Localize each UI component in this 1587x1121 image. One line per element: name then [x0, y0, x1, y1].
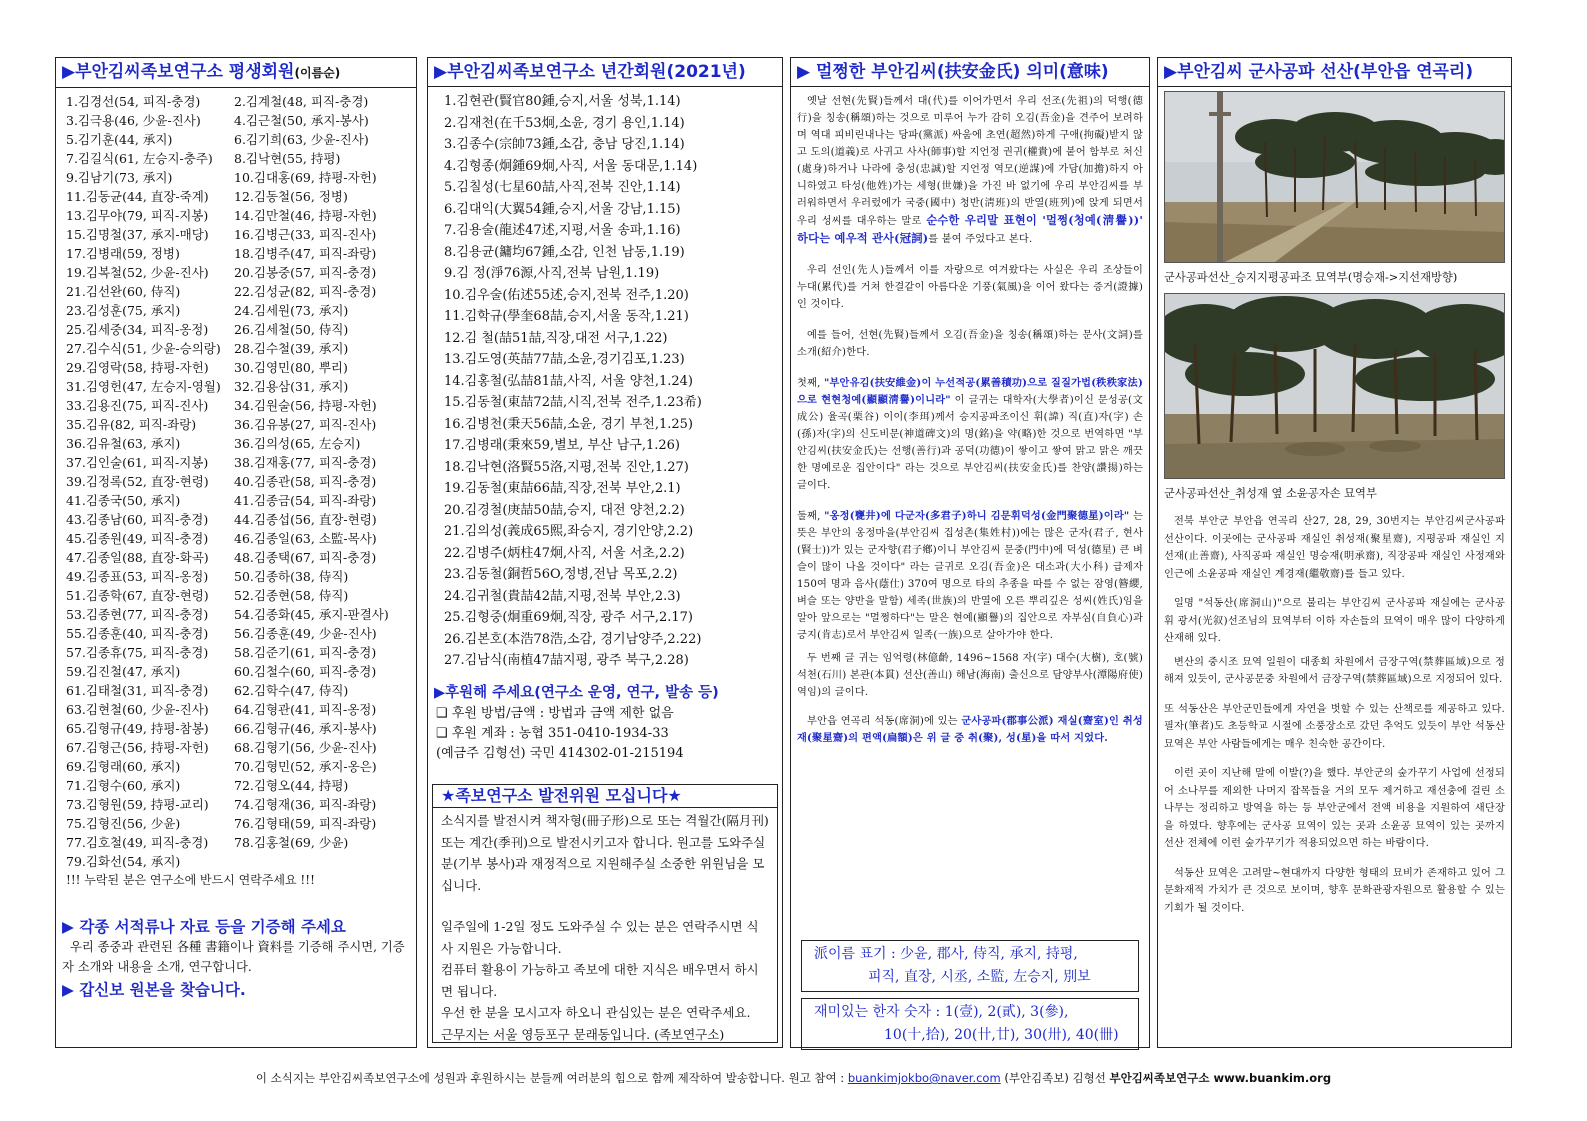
- support-heading: ▶후원해 주세요(연구소 운영, 연구, 발송 등): [434, 684, 719, 701]
- p1-end: 를 붙여 주었다고 본다.: [928, 234, 1033, 245]
- lifetime-member: 78.김홍철(69, 少윤): [234, 835, 349, 850]
- ancestral-mountain-column: [1157, 57, 1512, 1048]
- recruit-paragraph: 일주일에 1-2일 정도 도와주실 수 있는 분은 연락주시면 식사 지원은 가능합니다.: [441, 919, 759, 956]
- meaning-column: [790, 57, 1150, 1048]
- branch-names-line-1: [814, 943, 1126, 966]
- annual-member: 3.김종수(宗帥73鍾,소감, 충남 당진,1.14): [444, 137, 685, 152]
- lifetime-member: 13.김무야(79, 피직-지봉): [66, 208, 209, 223]
- meaning-paragraph-5: [797, 508, 1143, 644]
- lifetime-member: 31.김영헌(47, 左승지-영월): [66, 379, 221, 394]
- meaning-paragraph-4: [797, 375, 1143, 494]
- lifetime-member: 34.김원술(56, 持평-자헌): [234, 398, 377, 413]
- lifetime-member: 16.김병근(33, 피직-진사): [234, 227, 377, 242]
- annual-member: 9.김 정(淨76源,사직,전북 남원,1.19): [444, 266, 660, 281]
- lifetime-members-column: [55, 57, 417, 1048]
- lifetime-member: 59.김진철(47, 承지): [66, 664, 181, 679]
- lifetime-member: 4.김근철(50, 承지-봉사): [234, 113, 369, 128]
- lifetime-member: 64.김형관(41, 피직-옹정): [234, 702, 377, 717]
- footer-org: 부안김씨족보연구소 www.buankim.org: [1109, 1071, 1332, 1085]
- annual-member: 11.김학규(學奎68喆,승지,서울 동작,1.21): [444, 309, 689, 324]
- lifetime-member: 39.김정록(52, 直장-현령): [66, 474, 209, 489]
- lifetime-member: 60.김철수(60, 피직-충경): [234, 664, 377, 679]
- recruit-paragraph: 우선 한 분을 모시고자 하오니 관심있는 분은 연락주세요.: [441, 1005, 751, 1020]
- lifetime-member: 55.김종훈(40, 피직-충경): [66, 626, 209, 641]
- annual-member: 25.김형중(炯重69炯,직장, 광주 서구,2.17): [444, 610, 693, 625]
- annual-member: 15.김동철(東喆72喆,시직,전북 전주,1.23希): [444, 395, 702, 410]
- lifetime-member: 73.김형원(59, 持평-교리): [66, 797, 209, 812]
- lifetime-member: 57.김종휴(75, 피직-충경): [66, 645, 209, 660]
- meaning-paragraph-3: 예를 들어, 선현(先賢)들께서 오김(吾金)을 칭송(稱頌)하는 문사(文詞)를 소개(紹介)한다.: [797, 330, 1143, 358]
- lifetime-member: 12.김동철(56, 정병): [234, 189, 348, 204]
- lifetime-member: 52.김종현(58, 侍직): [234, 588, 349, 603]
- footer-email-link[interactable]: buankimjokbo@naver.com: [847, 1071, 1001, 1085]
- lifetime-member: 53.김종현(77, 피직-충경): [66, 607, 209, 622]
- mountain-paragraph-1: 전북 부안군 부안읍 연곡리 산27, 28, 29, 30번지는 부안김씨군사공파 선산이다. 이곳에는 군사공파 재실인 취성재(聚星齋), 지평공파 재실인 지선재(止善齋), 사직공파 재실인 명승재(明承齋), 직장공파 재실인 사정재와 인근에 소윤공파 재실인 계경재(繼敬齋)를 들고 있다.: [1164, 516, 1505, 580]
- missing-member-notice: !!! 누락된 분은 연구소에 반드시 연락주세요 !!!: [66, 873, 315, 887]
- annual-member: 6.김대익(大翼54鍾,승지,서울 강남,1.15): [444, 201, 681, 217]
- hanja-numbers-a: 1(壹), 2(貳), 3(參),: [944, 1004, 1069, 1020]
- pine-forest-image-1: [1165, 92, 1505, 262]
- mountain-paragraph-4: 또 석동산은 부안군민들에게 자연을 벗할 수 있는 산책로를 제공하고 있다. 필자(筆者)도 초등학교 시절에 소풍장소로 갔던 추억도 있듯이 부안 석동산 묘역은 부안 사람들에게는 매우 친숙한 공간이다.: [1164, 703, 1505, 750]
- lifetime-member: 3.김극용(46, 少윤-진사): [66, 113, 201, 128]
- recruit-title: ★족보연구소 발전위원 모십니다★: [433, 785, 777, 808]
- support-line: ❑ 후원 방법/금액 : 방법과 금액 제한 없음: [436, 705, 674, 721]
- lifetime-member: 43.김종남(60, 피직-충경): [66, 512, 209, 527]
- lifetime-member: 70.김형민(52, 承지-옹은): [234, 759, 377, 774]
- lifetime-member: 33.김용진(75, 피직-진사): [66, 398, 209, 413]
- p4-lead: 첫째,: [797, 378, 824, 389]
- branch-names-a: 少윤, 郡사, 侍직, 承지, 持평,: [900, 946, 1078, 962]
- lifetime-member: 17.김병래(59, 정병): [66, 246, 180, 261]
- annual-member: 26.김본호(本浩78浩,소감, 경기남양주,2.22): [444, 631, 702, 647]
- lifetime-member: 30.김영민(80, 뿌리): [234, 360, 348, 375]
- p5-lead: 둘째,: [797, 511, 825, 522]
- annual-member: 1.김현관(賢官80鍾,승지,서울 성북,1.14): [444, 94, 681, 109]
- hanja-numbers-box: [801, 998, 1139, 1050]
- recruit-paragraph: 근무지는 서울 영등포구 문래동입니다. (족보연구소): [441, 1026, 725, 1042]
- lifetime-member: 71.김형수(60, 承지): [66, 778, 181, 793]
- meaning-paragraph-7: [797, 713, 1143, 747]
- lifetime-member: 38.김재홍(77, 피직-충경): [234, 455, 377, 470]
- mountain-paragraph-5: 이런 곳이 지난해 말에 이발(?)을 했다. 부안군의 숲가꾸기 사업에 선정되어 소나무를 제외한 나머지 잡목들을 거의 모두 제거하고 재선충에 걸린 소나무는 정리하고 방역을 하는 등 부안군에서 전액 비용을 지원하여 새단장을 하였다. 향후에는 군사공 묘역이 있는 곳과 소윤공 묘역이 있는 곳까지 선산 전체에 이런 숲가꾸기가 적용되었으면 하는 바람이다.: [1164, 768, 1505, 849]
- annual-members-column: [427, 57, 783, 1048]
- hanja-numbers-line-2: 10(十,拾), 20(卄,廿), 30(卅), 40(卌): [884, 1027, 1119, 1043]
- lifetime-member: 1.김경선(54, 피직-충경): [66, 94, 201, 109]
- lifetime-member: 58.김준기(61, 피직-충경): [234, 645, 377, 660]
- annual-member: 10.김우술(佑述55述,승지,전북 전주,1.20): [444, 287, 689, 303]
- annual-members-title: ▶부안김씨족보연구소 년간회원(2021년): [428, 58, 782, 87]
- lifetime-member: 51.김종학(67, 直장-현령): [66, 588, 209, 603]
- lifetime-member: 6.김기희(63, 少윤-진사): [234, 132, 369, 147]
- annual-member: 5.김칠성(七星60喆,사직,전북 진안,1.14): [444, 180, 681, 195]
- recruit-body: [433, 808, 777, 1047]
- lifetime-member: 25.김세중(34, 피직-옹정): [66, 322, 209, 337]
- hanja-numbers-label: 재미있는 한자 숫자 :: [814, 1004, 941, 1020]
- lifetime-title-note: (이름순): [294, 66, 341, 80]
- p5-quote: "옹정(甕井)에 다군자(多君子)하니 김문휘덕성(金門聚德星)이라": [824, 510, 1130, 522]
- annual-member: 13.김도영(英喆77喆,소윤,경기김포,1.23): [444, 352, 685, 367]
- lifetime-title-text: ▶부안김씨족보연구소 평생회원: [62, 62, 295, 82]
- lifetime-member: 56.김종훈(49, 少윤-진사): [234, 626, 377, 641]
- donate-text: 우리 종중과 관련된 各種 書籍이나 資料를 기증해 주시면, 기증자 소개와 내용을 소개, 연구합니다.: [62, 940, 405, 974]
- lifetime-member: 54.김종화(45, 承지-판결사): [234, 607, 389, 622]
- lifetime-member: 36.김의성(65, 左승지): [234, 436, 361, 451]
- lifetime-member: 9.김남기(73, 承지): [66, 170, 173, 185]
- lifetime-member: 65.김형규(49, 持평-참봉): [66, 721, 209, 736]
- lifetime-member: 46.김종일(63, 소監-목사): [234, 531, 377, 546]
- p4-text: 이 글귀는 대학자(大學者)이신 문성공(文成公) 율곡(栗谷) 이이(李珥)께서 승지공파조이신 휘(諱) 직(直)자(字) 손(孫)자(字)의 신도비문(神道碑文)의 명(銘)을 약(略)한 것으로 번역하면 "부안김씨(扶安金氏)는 선행(善行)과 공덕(功德)이 쌓이고 쌓여 맑고 맑은 깨끗한 명예로운 집안이다" 라는 것으로 부안김씨(扶安金氏)를 찬양(讚揚)하는 글이다.: [797, 395, 1143, 491]
- lifetime-member: 75.김형진(56, 少윤): [66, 816, 181, 831]
- support-info: [436, 704, 776, 764]
- lifetime-member: 18.김병주(47, 피직-좌랑): [234, 246, 377, 261]
- annual-member: 12.김 철(喆51喆,직장,대전 서구,1.22): [444, 330, 668, 346]
- lifetime-member: 40.김종관(58, 피직-충경): [234, 474, 377, 489]
- lifetime-member: 19.김복철(52, 少윤-진사): [66, 265, 209, 280]
- lifetime-member: 20.김봉중(57, 피직-충경): [234, 265, 377, 280]
- lifetime-member: 79.김화선(54, 承지): [66, 854, 181, 869]
- lifetime-member: 10.김대홍(69, 持평-자헌): [234, 170, 377, 185]
- lifetime-member: 7.김길식(61, 左승지-충주): [66, 151, 213, 166]
- annual-member: 8.김용균(鏞均67鍾,소감, 인천 남동,1.19): [444, 244, 685, 260]
- annual-member: 27.김남식(南植47喆지평, 광주 북구,2.28): [444, 653, 689, 668]
- lifetime-member: 48.김종택(67, 피직-충경): [234, 550, 377, 565]
- recruit-paragraph: 컴퓨터 활용이 가능하고 족보에 대한 지식은 배우면서 하시면 됩니다.: [441, 962, 759, 999]
- lifetime-member: 66.김형규(46, 承지-봉사): [234, 721, 377, 736]
- lifetime-member: 72.김형오(44, 持평): [234, 778, 349, 793]
- lifetime-member: 28.김수철(39, 承지): [234, 341, 349, 356]
- lifetime-member: [234, 852, 414, 871]
- recruit-paragraph: 소식지를 발전시켜 책자형(冊子形)으로 또는 격월간(隔月刊) 또는 계간(季刊)으로 발전시키고자 합니다. 원고를 도와주실 분(기부 봉사)과 재정적으로 지원해주실 소중한 위원님을 모십니다.: [441, 813, 769, 893]
- lifetime-member: 61.김태철(31, 피직-충경): [66, 683, 209, 698]
- lifetime-member: 32.김용삼(31, 承지): [234, 379, 349, 394]
- lifetime-member: 44.김종섭(56, 直장-현령): [234, 512, 377, 527]
- lifetime-member: 21.김선완(60, 侍직): [66, 284, 181, 299]
- lifetime-member: 74.김형재(36, 피직-좌랑): [234, 797, 377, 812]
- p1-highlight: 순수한 우리말 표현이 '멀쩡(청예(淸譽))' 하다는 예우적 관사(冠詞): [797, 213, 1143, 245]
- gapsin-heading: ▶ 갑신보 원본을 찾습니다.: [62, 981, 246, 999]
- lifetime-member: 76.김형태(59, 피직-좌랑): [234, 816, 377, 831]
- annual-member: 21.김의성(義成65熙,좌승지, 경기안양,2.2): [444, 524, 694, 539]
- annual-member: 4.김형종(炯鍾69炯,사직, 서울 동대문,1.14): [444, 158, 698, 174]
- lifetime-member: 27.김수식(51, 少윤-승의랑): [66, 341, 221, 356]
- lifetime-member: 29.김영락(58, 持평-자헌): [66, 360, 209, 375]
- lifetime-member: 37.김인술(61, 피직-지봉): [66, 455, 209, 470]
- lifetime-member: 67.김형근(56, 持평-자헌): [66, 740, 209, 755]
- p1-text: 옛날 선현(先賢)들께서 대(代)를 이어가면서 우리 선조(先祖)의 덕행(德行)을 칭송(稱頌)하는 것으로 미루어 누가 감히 오김(吾金)을 견주어 보려하며 역대 피비린내나는 당파(黨派) 싸움에 초연(超然)하게 구애(拘礙)받지 않고 도의(道義)로 사귀고 사사(師事)할 지언정 권귀(權貴)에 붙어 함부로 처신(處身)하거나 나라에 충성(忠誠)할 지언정 역모(逆謀)에 가담(加擔)하지 아니하였고 타성(他姓)가는 세형(世嫌)을 가진 바 없기에 우리 부안김씨를 부러워하면서 우러렀에가 국중(國中) 청반(淸班)의 반열(班列)에 앉게 되면서 우리 성씨를 대우하는 말로: [797, 96, 1143, 227]
- meaning-paragraph-6: 두 번째 글 귀는 임억령(林億齡, 1496~1568 자(字) 대수(大樹), 호(號) 석천(石川) 본관(本貫) 선산(善山) 해남(海南) 출신으로 담양부사(潭陽府使) 역임)의 글이다.: [797, 653, 1143, 698]
- mountain-paragraph-6: 석동산 묘역은 고려말~현대까지 다양한 형태의 묘비가 존재하고 있어 그 문화재적 가치가 큰 것으로 보이며, 향후 문화관광자원으로 활용할 수 있는 기회가 될 것이다.: [1164, 867, 1505, 914]
- photo-caption-1: 군사공파선산_승지지평공파조 묘역부(명승재->지선재방향): [1164, 271, 1458, 284]
- support-line: ❑ 후원 계좌 : 농협 351-0410-1934-33: [436, 725, 669, 741]
- lifetime-members-list: [66, 92, 410, 871]
- recruit-box: [432, 784, 778, 1043]
- lifetime-member: 35.김유(82, 피직-좌랑): [66, 417, 197, 432]
- lifetime-member: 26.김세철(50, 侍직): [234, 322, 349, 337]
- footer: [0, 1070, 1587, 1086]
- annual-member: 14.김홍철(弘喆81喆,사직, 서울 양천,1.24): [444, 373, 693, 389]
- mountain-paragraph-3: 변산의 중시조 묘역 일원이 대종회 차원에서 금장구역(禁葬區域)으로 정해져 있듯이, 군사공문중 차원에서 금장구역(禁葬區域)으로 지정되어 있다.: [1164, 656, 1505, 685]
- annual-member: 17.김병래(秉來59,별보, 부산 남구,1.26): [444, 438, 680, 453]
- lifetime-member: 63.김현철(60, 少윤-진사): [66, 702, 209, 717]
- lifetime-member: 69.김형래(60, 承지): [66, 759, 181, 774]
- branch-names-label: 派이름 표기 :: [814, 946, 896, 962]
- pine-forest-photo-2: [1164, 293, 1505, 479]
- lifetime-member: 24.김세원(73, 承지): [234, 303, 349, 318]
- annual-member: 7.김용술(龍述47述,지평,서울 송파,1.16): [444, 223, 681, 238]
- lifetime-member: 41.김종국(50, 承지): [66, 493, 181, 508]
- annual-member: 23.김동철(銅哲56O,정병,전남 목포,2.2): [444, 567, 678, 582]
- annual-member: 24.김귀철(貴喆42喆,지평,전북 부안,2.3): [444, 588, 681, 604]
- lifetime-member: 77.김호철(49, 피직-충경): [66, 835, 209, 850]
- annual-member: 2.김재천(在千53炯,소윤, 경기 용인,1.14): [444, 115, 685, 131]
- lifetime-member: 41.김종금(54, 피직-좌랑): [234, 493, 377, 508]
- mountain-paragraph-2: 일명 "석동산(席洞山)"으로 불리는 부안김씨 군사공파 재실에는 군사공 휘 광서(光叙)선조님의 묘역부터 이하 자손들의 묘역이 매우 많이 다양하게 산재해 있다.: [1164, 598, 1505, 644]
- lifetime-member: 8.김낙현(55, 持평): [234, 151, 341, 166]
- annual-member: 19.김동철(東喆66喆,직장,전북 부안,2.1): [444, 481, 681, 496]
- p7-highlight: 군사공파(郡事公派) 재실(齋室)인 취성재(聚星齋)의 편액(扁額)은 위 글 중 취(聚), 성(星)을 따서 지었다.: [797, 715, 1143, 744]
- ancestral-mountain-title: ▶부안김씨 군사공파 선산(부안읍 연곡리): [1158, 58, 1511, 87]
- lifetime-member: 22.김성균(82, 피직-충경): [234, 284, 377, 299]
- p7-text: 부안읍 연곡리 석동(席洞)에 있는: [807, 716, 962, 727]
- lifetime-member: 62.김학수(47, 侍직): [234, 683, 349, 698]
- lifetime-members-title: [56, 58, 416, 88]
- lifetime-member: 49.김종표(53, 피직-옹정): [66, 569, 209, 584]
- donate-heading: ▶ 각종 서적류나 자료 등을 기증해 주세요: [62, 918, 346, 936]
- lifetime-member: 11.김동균(44, 直장-죽계): [66, 189, 209, 204]
- lifetime-member: 36.김유철(63, 承지): [66, 436, 181, 451]
- lifetime-member: 47.김종일(88, 直장-화곡): [66, 550, 209, 565]
- annual-member: 18.김낙현(洛賢55洛,지평,전북 진안,1.27): [444, 459, 689, 475]
- lifetime-member: 14.김만철(46, 持평-자헌): [234, 208, 377, 223]
- support-line: (예금주 김형선) 국민 414302-01-215194: [436, 745, 684, 761]
- annual-member: 20.김경철(庚喆50喆,승지, 대전 양천,2.2): [444, 502, 685, 518]
- hanja-numbers-line-1: [814, 1001, 1126, 1024]
- lifetime-member: 50.김종하(38, 侍직): [234, 569, 349, 584]
- lifetime-member: 68.김형기(56, 少윤-진사): [234, 740, 377, 755]
- p4-quote: "부안유김(扶安維金)이 누선적공(累善積功)으로 질질가법(秩秩家法)으로 현현청예(顯顯淸譽)이니라": [797, 377, 1143, 406]
- lifetime-member: 5.김기훈(44, 承지): [66, 132, 173, 147]
- pine-forest-photo-1: [1164, 91, 1505, 263]
- meaning-title: ▶ 멀쩡한 부안김씨(扶安金氏) 의미(意味): [791, 58, 1149, 87]
- footer-contact: (부안김족보) 김형선: [1000, 1071, 1110, 1085]
- annual-members-list: [444, 91, 776, 672]
- lifetime-member: 36.김유봉(27, 피직-진사): [234, 417, 377, 432]
- branch-names-box: [801, 940, 1139, 992]
- pine-forest-image-2: [1165, 294, 1505, 478]
- branch-names-line-2: 피직, 直장, 시丞, 소監, 左승지, 別보: [868, 969, 1091, 985]
- lifetime-member: 2.김계철(48, 피직-충경): [234, 94, 369, 109]
- footer-text: 이 소식지는 부안김씨족보연구소에 성원과 후원하시는 분들께 여러분의 힘으로 함께 제작하여 발송합니다. 원고 참여 :: [255, 1071, 848, 1085]
- lifetime-member: 15.김명철(37, 承지-매당): [66, 227, 209, 242]
- photo-caption-2: 군사공파선산_취성재 옆 소윤공자손 묘역부: [1164, 487, 1377, 500]
- lifetime-member: 23.김성훈(75, 承지): [66, 303, 181, 318]
- meaning-paragraph-1: [797, 93, 1143, 248]
- meaning-paragraph-2: 우리 선인(先人)들께서 이를 자랑으로 여겨왔다는 사실은 우리 조상들이 누대(累代)를 거쳐 한결같이 아름다운 기풍(氣風)을 이어 왔다는 증거(證據)인 것이다.: [797, 265, 1143, 310]
- lifetime-member: 45.김종원(49, 피직-충경): [66, 531, 209, 546]
- annual-member: 16.김병천(秉天56喆,소윤, 경기 부천,1.25): [444, 416, 693, 432]
- annual-member: 22.김병주(炳柱47炯,사직, 서울 서초,2.2): [444, 545, 685, 561]
- p5-text: 는 뜻은 부안의 옹정마을(부안김씨 집성촌(集姓村))에는 많은 군자(君子, 현사(賢士))가 있는 군자향(君子鄕)이니 부안김씨 문중(門中)에 덕성(德星) 큰 벼슬이 많이 나올 것이다" 라는 글귀로 오김(吾金)은 대소과(大小科) 급제자 150여 명과 음사(蔭仕) 370여 명으로 타의 추종을 따를 수 없는 잠영(簪纓, 벼슬 또는 양반을 말함) 세족(世族)의 반열에 오른 뿌리깊은 성씨(姓氏)임을 알아 앞으로는 "멀쩡하다"는 말은 현예(顯譽)의 집안으로 자부심(自負心)과 긍지(肯志)로서 부안김씨 일족(一族)으로 살아가야 한다.: [797, 511, 1143, 641]
